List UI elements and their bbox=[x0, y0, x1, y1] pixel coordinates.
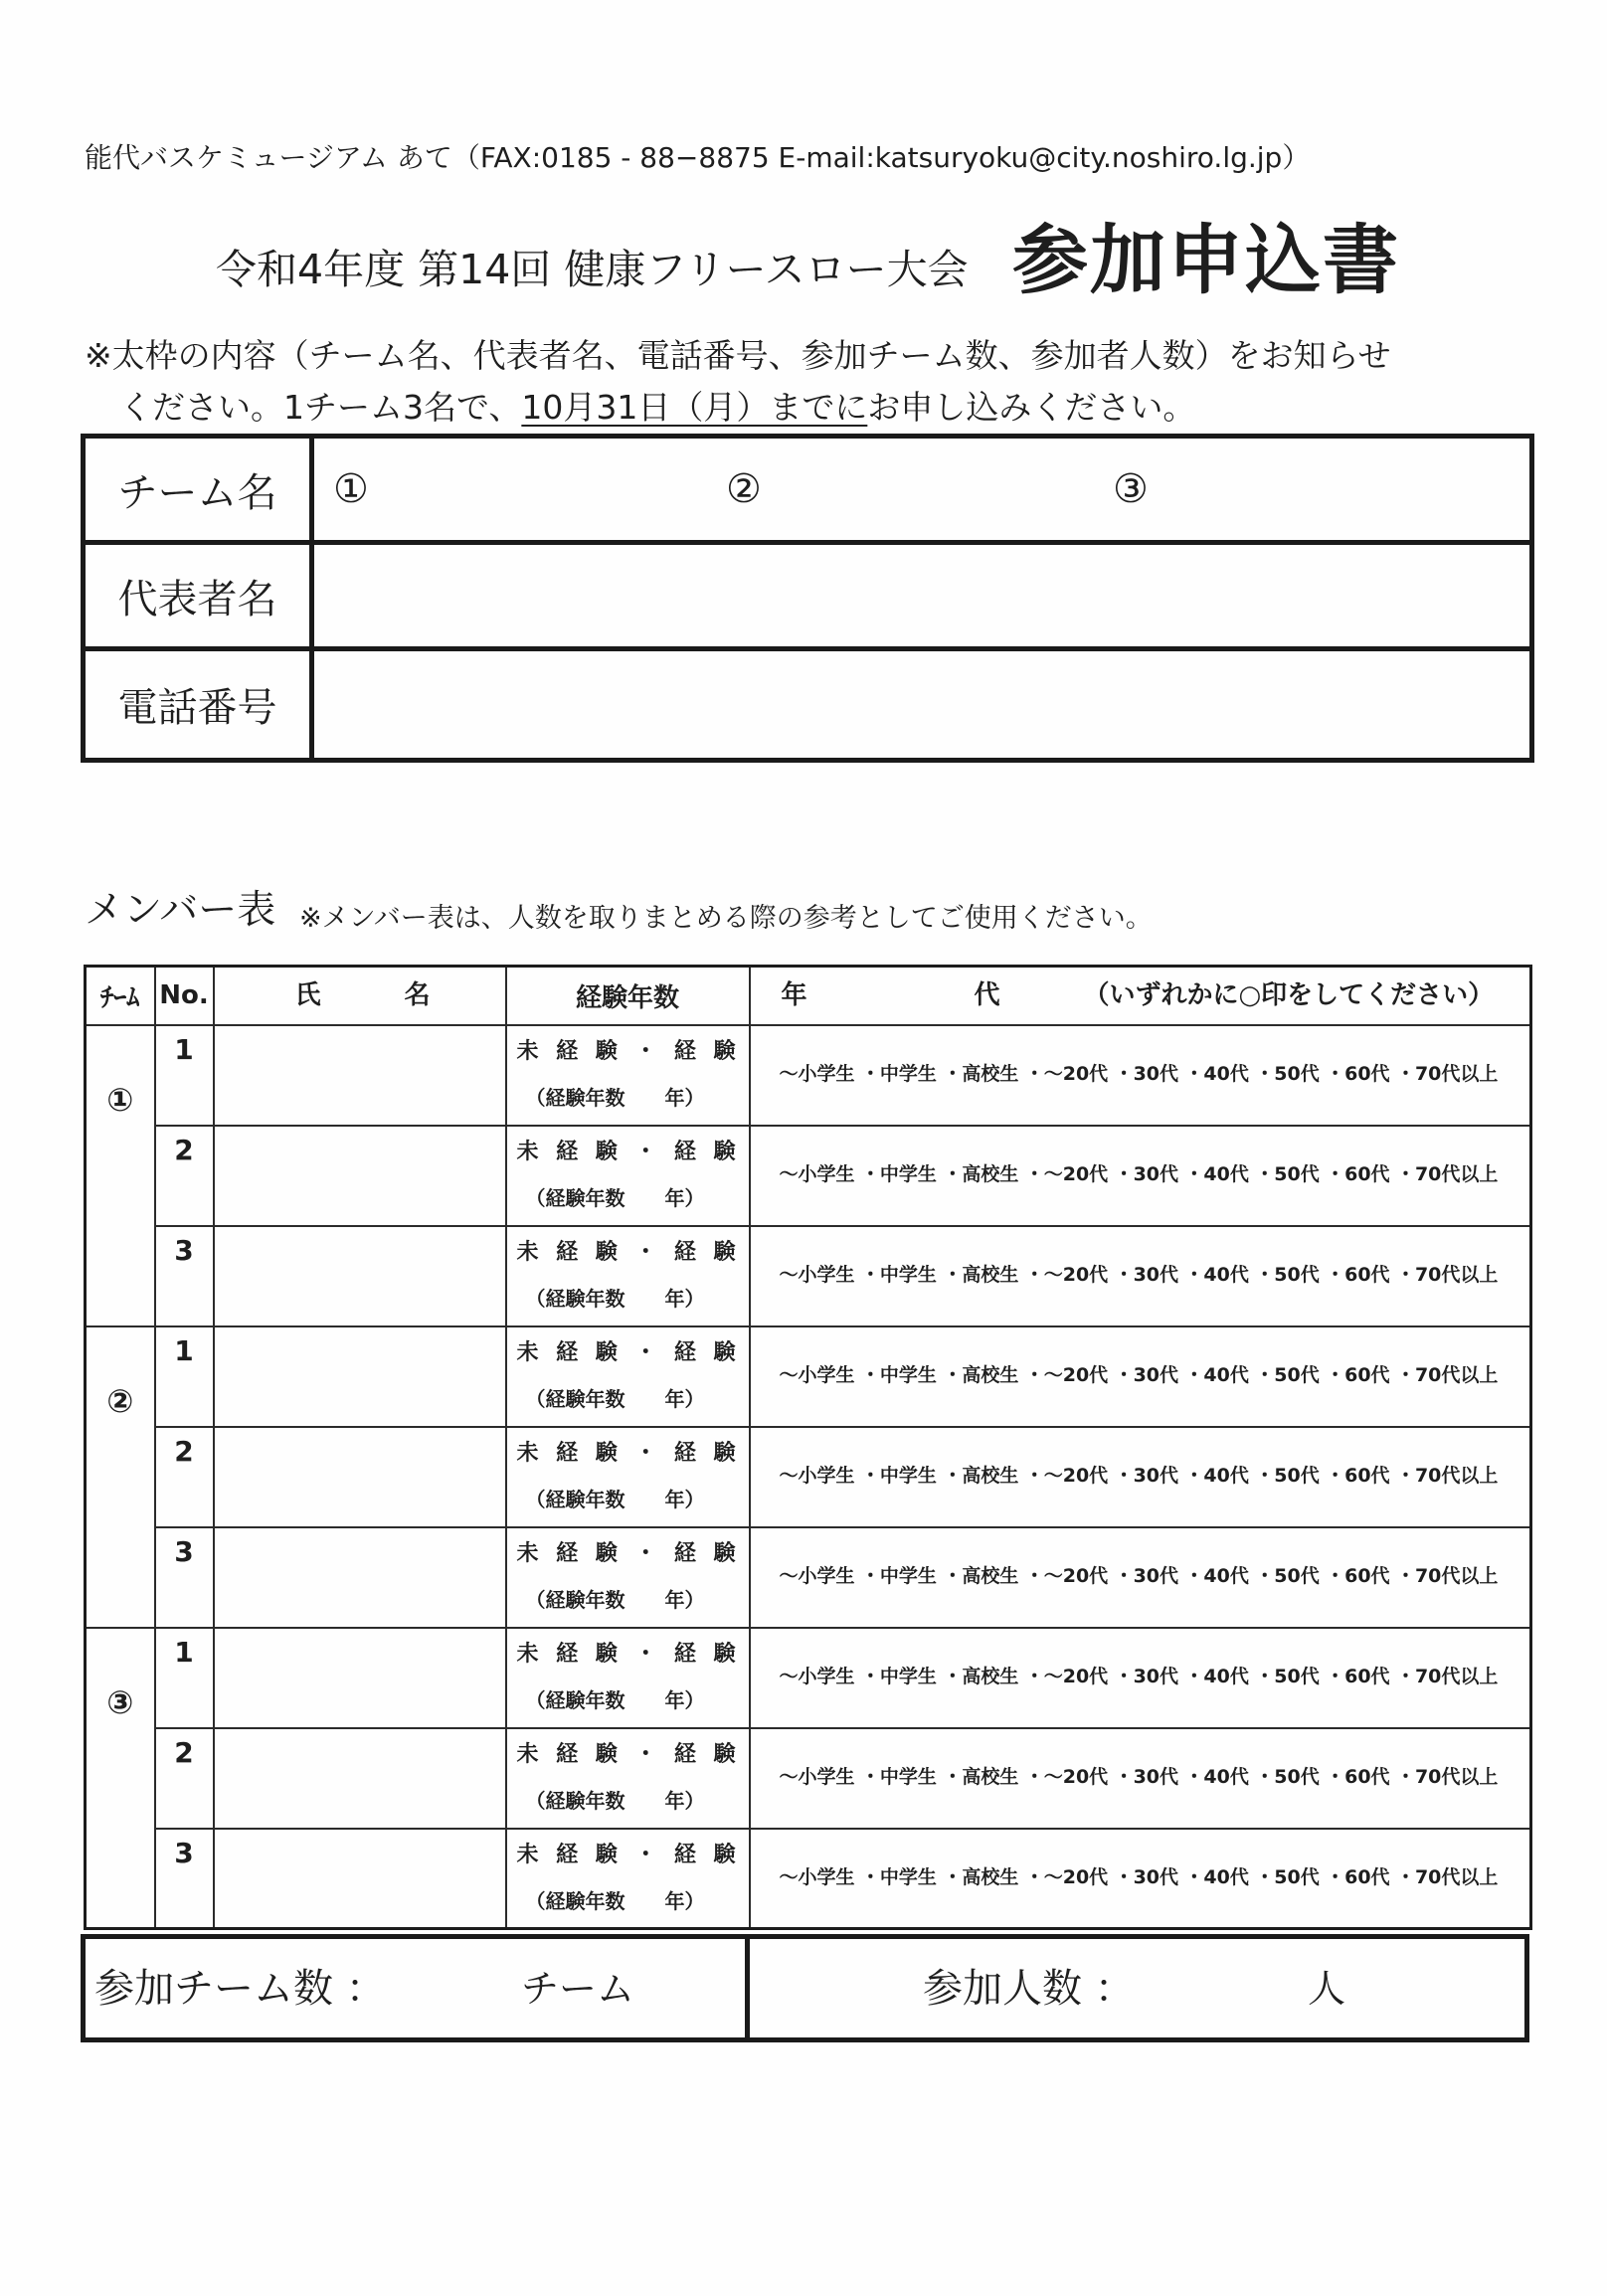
age-option: ・30代 bbox=[1114, 1063, 1179, 1085]
age-option: ・高校生 bbox=[943, 1465, 1019, 1487]
member-name-field bbox=[214, 1728, 506, 1829]
member-name-field bbox=[214, 1126, 506, 1226]
experience-choice: 未 経 験 ・ 経 験 bbox=[516, 1540, 736, 1566]
header-team: ﾁｰﾑ bbox=[86, 967, 155, 1025]
header-name bbox=[214, 967, 506, 1025]
age-option: ・70代以上 bbox=[1395, 1063, 1499, 1085]
member-table bbox=[84, 965, 1532, 1930]
member-no: 3 bbox=[174, 1836, 194, 1869]
member-no: 2 bbox=[174, 1434, 194, 1468]
participant-count-unit: 人 bbox=[1308, 1966, 1346, 2011]
member-name-field bbox=[214, 1326, 506, 1427]
age-cell bbox=[750, 1126, 1531, 1226]
team-count-label: 参加チーム数 ： bbox=[94, 1965, 386, 2012]
team-label: ③ bbox=[106, 1682, 134, 1721]
member-no: 1 bbox=[174, 1635, 194, 1669]
age-option: ・40代 bbox=[1184, 1766, 1249, 1788]
age-option: ・70代以上 bbox=[1395, 1766, 1499, 1788]
experience-cell bbox=[506, 1728, 750, 1829]
member-no-cell bbox=[155, 1025, 214, 1126]
experience-cell bbox=[506, 1326, 750, 1427]
experience-years: （経験年数 年） bbox=[525, 1788, 705, 1813]
age-option: ・中学生 bbox=[860, 1866, 937, 1888]
age-option: ・50代 bbox=[1255, 1264, 1320, 1286]
team-label: ② bbox=[106, 1381, 134, 1420]
age-option: ・50代 bbox=[1255, 1163, 1320, 1185]
age-option: ・～20代 bbox=[1024, 1866, 1109, 1888]
experience-cell bbox=[506, 1126, 750, 1226]
age-option: ・70代以上 bbox=[1395, 1364, 1499, 1386]
experience-box bbox=[507, 1830, 749, 1927]
age-options bbox=[780, 1768, 1499, 1787]
recipient-line: 能代バスケミュージアム あて（FAX:0185 - 88−8875 E-mail:katsuryoku@city.noshiro.lg.jp） bbox=[85, 141, 1311, 174]
member-name-field bbox=[214, 1226, 506, 1326]
age-option: ～小学生 bbox=[779, 1465, 855, 1487]
header-age-char-1: 年 bbox=[781, 979, 807, 1010]
member-no-cell bbox=[155, 1326, 214, 1427]
member-no-cell bbox=[155, 1829, 214, 1929]
experience-choice: 未 経 験 ・ 経 験 bbox=[516, 1440, 736, 1466]
member-row bbox=[86, 1025, 1531, 1126]
age-option: ・50代 bbox=[1255, 1063, 1320, 1085]
age-options bbox=[780, 1366, 1499, 1385]
member-no-cell bbox=[155, 1728, 214, 1829]
experience-box bbox=[507, 1528, 749, 1626]
deadline-text: 10月31日（月）までに bbox=[521, 388, 868, 427]
age-option: ・高校生 bbox=[943, 1364, 1019, 1386]
member-name-field bbox=[214, 1829, 506, 1929]
notice-line-2-end: お申し込みください。 bbox=[867, 388, 1196, 427]
member-no: 1 bbox=[174, 1032, 194, 1066]
member-no-cell bbox=[155, 1427, 214, 1527]
age-option: ～小学生 bbox=[779, 1063, 855, 1085]
notice-line-1: ※太枠の内容（チーム名、代表者名、電話番号、参加チーム数、参加者人数）をお知らせ bbox=[85, 336, 1391, 375]
member-table-header bbox=[86, 967, 1531, 1025]
notice-line-2 bbox=[119, 388, 1196, 427]
team-info-table bbox=[81, 434, 1534, 763]
member-no: 1 bbox=[174, 1333, 194, 1367]
experience-box bbox=[507, 1729, 749, 1827]
age-option: ・40代 bbox=[1184, 1565, 1249, 1587]
age-option: ・70代以上 bbox=[1395, 1565, 1499, 1587]
age-cell bbox=[750, 1829, 1531, 1929]
member-no: 2 bbox=[174, 1735, 194, 1769]
team-label-cell bbox=[86, 1025, 155, 1326]
experience-box bbox=[507, 1629, 749, 1726]
age-option: ・中学生 bbox=[860, 1465, 937, 1487]
header-experience: 経験年数 bbox=[506, 967, 750, 1025]
age-option: ・中学生 bbox=[860, 1565, 937, 1587]
phone-label: 電話番号 bbox=[86, 651, 314, 758]
member-row bbox=[86, 1829, 1531, 1929]
age-option: ・30代 bbox=[1114, 1766, 1179, 1788]
age-box bbox=[751, 1127, 1530, 1224]
experience-years: （経験年数 年） bbox=[525, 1587, 705, 1612]
age-option: ・30代 bbox=[1114, 1866, 1179, 1888]
age-cell bbox=[750, 1326, 1531, 1427]
age-cell bbox=[750, 1025, 1531, 1126]
member-row bbox=[86, 1326, 1531, 1427]
experience-cell bbox=[506, 1226, 750, 1326]
age-option: ・高校生 bbox=[943, 1063, 1019, 1085]
member-row bbox=[86, 1427, 1531, 1527]
age-option: ・高校生 bbox=[943, 1565, 1019, 1587]
team-label-cell bbox=[86, 1628, 155, 1929]
experience-choice: 未 経 験 ・ 経 験 bbox=[516, 1139, 736, 1164]
experience-years: （経験年数 年） bbox=[525, 1487, 705, 1511]
experience-cell bbox=[506, 1427, 750, 1527]
age-box bbox=[751, 1830, 1530, 1927]
experience-box bbox=[507, 1026, 749, 1124]
age-option: ・70代以上 bbox=[1395, 1465, 1499, 1487]
age-option: ・30代 bbox=[1114, 1666, 1179, 1687]
age-options bbox=[780, 1266, 1499, 1285]
member-row bbox=[86, 1628, 1531, 1728]
header-no: No. bbox=[155, 967, 214, 1025]
age-option: ～小学生 bbox=[779, 1565, 855, 1587]
age-option: ・60代 bbox=[1326, 1264, 1390, 1286]
age-option: ・70代以上 bbox=[1395, 1866, 1499, 1888]
age-options bbox=[780, 1567, 1499, 1586]
age-box bbox=[751, 1629, 1530, 1726]
age-option: ・70代以上 bbox=[1395, 1264, 1499, 1286]
phone-field bbox=[314, 651, 1529, 758]
member-row bbox=[86, 1126, 1531, 1226]
experience-years: （経験年数 年） bbox=[525, 1687, 705, 1712]
age-option: ・～20代 bbox=[1024, 1063, 1109, 1085]
member-no-cell bbox=[155, 1226, 214, 1326]
team-name-slot-3: ③ bbox=[1113, 466, 1149, 512]
experience-years: （経験年数 年） bbox=[525, 1286, 705, 1311]
age-option: ・～20代 bbox=[1024, 1766, 1109, 1788]
experience-years: （経験年数 年） bbox=[525, 1085, 705, 1110]
age-option: ・40代 bbox=[1184, 1465, 1249, 1487]
header-age-char-2: 代 bbox=[974, 979, 1000, 1010]
age-option: ・中学生 bbox=[860, 1666, 937, 1687]
age-box bbox=[751, 1428, 1530, 1525]
age-option: ・高校生 bbox=[943, 1666, 1019, 1687]
member-name-field bbox=[214, 1527, 506, 1628]
age-option: ・60代 bbox=[1326, 1666, 1390, 1687]
member-row bbox=[86, 1226, 1531, 1326]
member-name-field bbox=[214, 1628, 506, 1728]
form-title: 参加申込書 bbox=[1012, 216, 1400, 304]
age-options bbox=[780, 1467, 1499, 1486]
age-option: ・中学生 bbox=[860, 1264, 937, 1286]
age-option: ・中学生 bbox=[860, 1364, 937, 1386]
age-option: ～小学生 bbox=[779, 1163, 855, 1185]
age-option: ・～20代 bbox=[1024, 1565, 1109, 1587]
experience-box bbox=[507, 1327, 749, 1425]
age-option: ・70代以上 bbox=[1395, 1163, 1499, 1185]
team-name-label: チーム名 bbox=[86, 439, 314, 545]
age-option: ・中学生 bbox=[860, 1063, 937, 1085]
age-box bbox=[751, 1227, 1530, 1325]
age-options bbox=[780, 1165, 1499, 1184]
team-name-slot-1: ① bbox=[333, 466, 369, 512]
age-option: ・40代 bbox=[1184, 1364, 1249, 1386]
age-options bbox=[780, 1868, 1499, 1887]
member-no-cell bbox=[155, 1126, 214, 1226]
age-option: ・60代 bbox=[1326, 1866, 1390, 1888]
age-option: ・～20代 bbox=[1024, 1163, 1109, 1185]
team-name-slot-2: ② bbox=[726, 466, 762, 512]
age-option: ・30代 bbox=[1114, 1465, 1179, 1487]
age-cell bbox=[750, 1728, 1531, 1829]
experience-box bbox=[507, 1227, 749, 1325]
age-box bbox=[751, 1729, 1530, 1827]
experience-box bbox=[507, 1127, 749, 1224]
header-age-note: （いずれかに○印をしてください） bbox=[1083, 979, 1495, 1010]
member-table-title: メンバー表 bbox=[85, 888, 276, 933]
age-options bbox=[780, 1065, 1499, 1084]
age-option: ・～20代 bbox=[1024, 1264, 1109, 1286]
age-option: ・50代 bbox=[1255, 1866, 1320, 1888]
participant-count-label: 参加人数 ： bbox=[923, 1965, 1135, 2012]
age-box bbox=[751, 1327, 1530, 1425]
age-option: ・30代 bbox=[1114, 1264, 1179, 1286]
participant-count-field bbox=[750, 1939, 1524, 2037]
team-label-cell bbox=[86, 1326, 155, 1628]
experience-choice: 未 経 験 ・ 経 験 bbox=[516, 1741, 736, 1767]
age-option: ・40代 bbox=[1184, 1264, 1249, 1286]
age-option: ・中学生 bbox=[860, 1163, 937, 1185]
age-option: ・40代 bbox=[1184, 1163, 1249, 1185]
age-option: ・40代 bbox=[1184, 1666, 1249, 1687]
member-row bbox=[86, 1527, 1531, 1628]
age-option: ・～20代 bbox=[1024, 1364, 1109, 1386]
team-label: ① bbox=[106, 1080, 134, 1119]
age-option: ・40代 bbox=[1184, 1063, 1249, 1085]
age-option: ～小学生 bbox=[779, 1766, 855, 1788]
age-option: ・高校生 bbox=[943, 1766, 1019, 1788]
experience-choice: 未 経 験 ・ 経 験 bbox=[516, 1339, 736, 1365]
age-option: ・70代以上 bbox=[1395, 1666, 1499, 1687]
member-table-body bbox=[86, 1025, 1531, 1929]
team-name-field bbox=[314, 439, 1529, 545]
age-cell bbox=[750, 1628, 1531, 1728]
age-option: ・40代 bbox=[1184, 1866, 1249, 1888]
experience-cell bbox=[506, 1628, 750, 1728]
header-name-char-2: 名 bbox=[404, 979, 431, 1010]
age-box bbox=[751, 1026, 1530, 1124]
age-option: ・60代 bbox=[1326, 1465, 1390, 1487]
member-name-field bbox=[214, 1427, 506, 1527]
member-no-cell bbox=[155, 1527, 214, 1628]
experience-years: （経験年数 年） bbox=[525, 1185, 705, 1210]
age-cell bbox=[750, 1427, 1531, 1527]
experience-cell bbox=[506, 1829, 750, 1929]
representative-label: 代表者名 bbox=[86, 545, 314, 651]
summary-box bbox=[81, 1934, 1529, 2042]
header-age bbox=[750, 967, 1531, 1025]
experience-choice: 未 経 験 ・ 経 験 bbox=[516, 1038, 736, 1064]
experience-choice: 未 経 験 ・ 経 験 bbox=[516, 1641, 736, 1667]
member-table-note: ※メンバー表は、人数を取りまとめる際の参考としてご使用ください。 bbox=[299, 903, 1153, 934]
age-option: ～小学生 bbox=[779, 1866, 855, 1888]
age-option: ・50代 bbox=[1255, 1565, 1320, 1587]
age-option: ・30代 bbox=[1114, 1163, 1179, 1185]
age-option: ・60代 bbox=[1326, 1163, 1390, 1185]
age-option: ・60代 bbox=[1326, 1766, 1390, 1788]
experience-box bbox=[507, 1428, 749, 1525]
age-option: ・60代 bbox=[1326, 1063, 1390, 1085]
age-option: ・50代 bbox=[1255, 1364, 1320, 1386]
age-option: ・高校生 bbox=[943, 1866, 1019, 1888]
age-option: ・～20代 bbox=[1024, 1465, 1109, 1487]
experience-years: （経験年数 年） bbox=[525, 1888, 705, 1913]
age-options bbox=[780, 1668, 1499, 1686]
member-no: 3 bbox=[174, 1534, 194, 1568]
header-name-char-1: 氏 bbox=[294, 979, 321, 1010]
event-title: 令和4年度 第14回 健康フリースロー大会 bbox=[216, 246, 969, 293]
member-no: 3 bbox=[174, 1233, 194, 1267]
notice-line-2-start: ください。1チーム3名で、 bbox=[119, 388, 522, 427]
age-option: ・30代 bbox=[1114, 1565, 1179, 1587]
age-option: ・60代 bbox=[1326, 1364, 1390, 1386]
age-option: ・中学生 bbox=[860, 1766, 937, 1788]
age-option: ～小学生 bbox=[779, 1364, 855, 1386]
member-name-field bbox=[214, 1025, 506, 1126]
age-option: ・30代 bbox=[1114, 1364, 1179, 1386]
team-count-unit: チーム bbox=[521, 1966, 635, 2011]
age-option: ～小学生 bbox=[779, 1666, 855, 1687]
experience-cell bbox=[506, 1527, 750, 1628]
representative-field bbox=[314, 545, 1529, 651]
age-option: ～小学生 bbox=[779, 1264, 855, 1286]
age-cell bbox=[750, 1226, 1531, 1326]
age-option: ・高校生 bbox=[943, 1264, 1019, 1286]
member-no: 2 bbox=[174, 1133, 194, 1166]
age-option: ・50代 bbox=[1255, 1766, 1320, 1788]
member-no-cell bbox=[155, 1628, 214, 1728]
team-count-field bbox=[86, 1939, 750, 2037]
age-option: ・高校生 bbox=[943, 1163, 1019, 1185]
experience-cell bbox=[506, 1025, 750, 1126]
age-option: ・60代 bbox=[1326, 1565, 1390, 1587]
experience-choice: 未 経 験 ・ 経 験 bbox=[516, 1239, 736, 1265]
experience-years: （経験年数 年） bbox=[525, 1386, 705, 1411]
age-option: ・50代 bbox=[1255, 1666, 1320, 1687]
member-row bbox=[86, 1728, 1531, 1829]
age-box bbox=[751, 1528, 1530, 1626]
age-option: ・50代 bbox=[1255, 1465, 1320, 1487]
age-cell bbox=[750, 1527, 1531, 1628]
experience-choice: 未 経 験 ・ 経 験 bbox=[516, 1842, 736, 1867]
age-option: ・～20代 bbox=[1024, 1666, 1109, 1687]
